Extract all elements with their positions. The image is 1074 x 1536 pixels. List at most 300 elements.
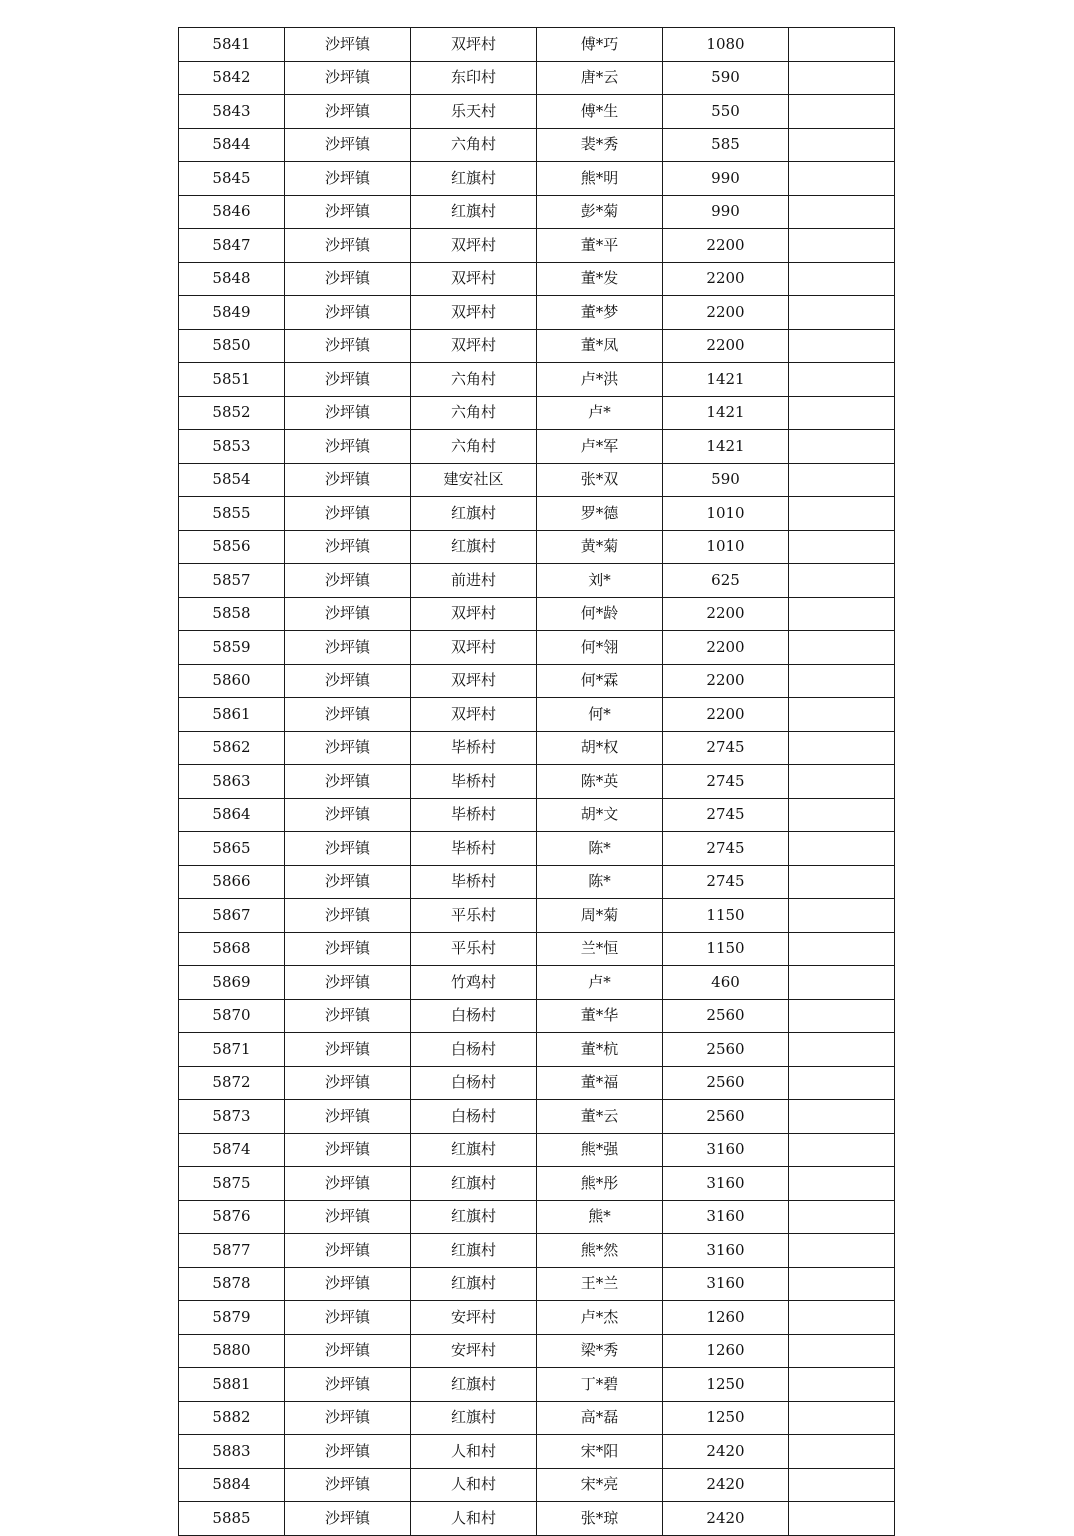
cell-id: 5866 xyxy=(179,865,285,899)
cell-amount: 2560 xyxy=(663,1033,789,1067)
cell-village: 建安社区 xyxy=(411,463,537,497)
cell-id: 5848 xyxy=(179,262,285,296)
cell-note xyxy=(789,128,895,162)
cell-name: 梁*秀 xyxy=(537,1334,663,1368)
cell-id: 5877 xyxy=(179,1234,285,1268)
cell-note xyxy=(789,899,895,933)
cell-amount: 2745 xyxy=(663,832,789,866)
cell-amount: 2200 xyxy=(663,262,789,296)
cell-village: 双坪村 xyxy=(411,229,537,263)
cell-id: 5875 xyxy=(179,1167,285,1201)
cell-town: 沙坪镇 xyxy=(285,1334,411,1368)
cell-note xyxy=(789,966,895,1000)
cell-name: 董*梦 xyxy=(537,296,663,330)
table-row xyxy=(179,1468,895,1502)
cell-note xyxy=(789,162,895,196)
cell-village: 毕桥村 xyxy=(411,731,537,765)
cell-village: 双坪村 xyxy=(411,664,537,698)
cell-town: 沙坪镇 xyxy=(285,664,411,698)
cell-village: 红旗村 xyxy=(411,1267,537,1301)
cell-amount: 550 xyxy=(663,95,789,129)
cell-town: 沙坪镇 xyxy=(285,1033,411,1067)
table-row xyxy=(179,597,895,631)
cell-name: 周*菊 xyxy=(537,899,663,933)
table-row xyxy=(179,363,895,397)
table-row xyxy=(179,966,895,1000)
cell-amount: 2745 xyxy=(663,731,789,765)
cell-id: 5871 xyxy=(179,1033,285,1067)
cell-name: 刘* xyxy=(537,564,663,598)
cell-village: 安坪村 xyxy=(411,1301,537,1335)
cell-village: 红旗村 xyxy=(411,1234,537,1268)
cell-note xyxy=(789,731,895,765)
table-row xyxy=(179,765,895,799)
cell-id: 5873 xyxy=(179,1100,285,1134)
table-row xyxy=(179,1267,895,1301)
cell-amount: 1080 xyxy=(663,28,789,62)
cell-amount: 2200 xyxy=(663,631,789,665)
cell-village: 毕桥村 xyxy=(411,832,537,866)
cell-id: 5851 xyxy=(179,363,285,397)
cell-village: 六角村 xyxy=(411,363,537,397)
cell-village: 白杨村 xyxy=(411,1033,537,1067)
cell-id: 5882 xyxy=(179,1401,285,1435)
table-row xyxy=(179,1100,895,1134)
cell-amount: 590 xyxy=(663,61,789,95)
cell-amount: 1250 xyxy=(663,1401,789,1435)
table-row xyxy=(179,128,895,162)
cell-town: 沙坪镇 xyxy=(285,61,411,95)
cell-note xyxy=(789,1301,895,1335)
cell-id: 5867 xyxy=(179,899,285,933)
table-row xyxy=(179,999,895,1033)
cell-id: 5861 xyxy=(179,698,285,732)
cell-amount: 2560 xyxy=(663,1100,789,1134)
cell-amount: 3160 xyxy=(663,1234,789,1268)
cell-note xyxy=(789,865,895,899)
cell-name: 高*磊 xyxy=(537,1401,663,1435)
cell-id: 5878 xyxy=(179,1267,285,1301)
cell-town: 沙坪镇 xyxy=(285,698,411,732)
cell-amount: 1421 xyxy=(663,363,789,397)
cell-town: 沙坪镇 xyxy=(285,1133,411,1167)
cell-village: 六角村 xyxy=(411,128,537,162)
cell-note xyxy=(789,1100,895,1134)
cell-name: 兰*恒 xyxy=(537,932,663,966)
cell-village: 红旗村 xyxy=(411,162,537,196)
cell-note xyxy=(789,1133,895,1167)
cell-village: 双坪村 xyxy=(411,329,537,363)
cell-village: 红旗村 xyxy=(411,530,537,564)
cell-id: 5864 xyxy=(179,798,285,832)
cell-name: 裴*秀 xyxy=(537,128,663,162)
cell-village: 双坪村 xyxy=(411,597,537,631)
cell-id: 5874 xyxy=(179,1133,285,1167)
cell-town: 沙坪镇 xyxy=(285,162,411,196)
cell-note xyxy=(789,61,895,95)
cell-village: 东印村 xyxy=(411,61,537,95)
cell-town: 沙坪镇 xyxy=(285,296,411,330)
cell-village: 人和村 xyxy=(411,1468,537,1502)
cell-id: 5853 xyxy=(179,430,285,464)
cell-amount: 3160 xyxy=(663,1133,789,1167)
cell-id: 5859 xyxy=(179,631,285,665)
cell-village: 竹鸡村 xyxy=(411,966,537,1000)
cell-id: 5884 xyxy=(179,1468,285,1502)
cell-amount: 2560 xyxy=(663,999,789,1033)
cell-name: 胡*权 xyxy=(537,731,663,765)
cell-town: 沙坪镇 xyxy=(285,1167,411,1201)
cell-village: 白杨村 xyxy=(411,1100,537,1134)
cell-amount: 3160 xyxy=(663,1200,789,1234)
cell-name: 彭*菊 xyxy=(537,195,663,229)
cell-amount: 2745 xyxy=(663,798,789,832)
cell-id: 5844 xyxy=(179,128,285,162)
cell-village: 红旗村 xyxy=(411,497,537,531)
cell-town: 沙坪镇 xyxy=(285,1468,411,1502)
cell-name: 唐*云 xyxy=(537,61,663,95)
cell-note xyxy=(789,430,895,464)
cell-id: 5845 xyxy=(179,162,285,196)
table-row xyxy=(179,530,895,564)
cell-amount: 3160 xyxy=(663,1167,789,1201)
cell-village: 平乐村 xyxy=(411,899,537,933)
cell-note xyxy=(789,765,895,799)
cell-name: 卢* xyxy=(537,396,663,430)
cell-village: 毕桥村 xyxy=(411,765,537,799)
cell-name: 宋*亮 xyxy=(537,1468,663,1502)
cell-id: 5858 xyxy=(179,597,285,631)
cell-amount: 990 xyxy=(663,195,789,229)
cell-name: 熊*彤 xyxy=(537,1167,663,1201)
cell-name: 傅*生 xyxy=(537,95,663,129)
table-row xyxy=(179,296,895,330)
cell-name: 何* xyxy=(537,698,663,732)
cell-note xyxy=(789,1502,895,1536)
cell-town: 沙坪镇 xyxy=(285,865,411,899)
cell-id: 5872 xyxy=(179,1066,285,1100)
table-row xyxy=(179,329,895,363)
cell-name: 熊*然 xyxy=(537,1234,663,1268)
cell-id: 5880 xyxy=(179,1334,285,1368)
cell-town: 沙坪镇 xyxy=(285,229,411,263)
cell-amount: 1010 xyxy=(663,530,789,564)
cell-village: 六角村 xyxy=(411,430,537,464)
cell-village: 白杨村 xyxy=(411,999,537,1033)
cell-id: 5870 xyxy=(179,999,285,1033)
table-row xyxy=(179,731,895,765)
table-row xyxy=(179,396,895,430)
cell-note xyxy=(789,1167,895,1201)
cell-town: 沙坪镇 xyxy=(285,28,411,62)
cell-note xyxy=(789,1368,895,1402)
table-row xyxy=(179,262,895,296)
cell-village: 人和村 xyxy=(411,1502,537,1536)
cell-amount: 2560 xyxy=(663,1066,789,1100)
cell-name: 董*福 xyxy=(537,1066,663,1100)
cell-name: 张*双 xyxy=(537,463,663,497)
cell-town: 沙坪镇 xyxy=(285,1401,411,1435)
cell-town: 沙坪镇 xyxy=(285,1301,411,1335)
cell-id: 5843 xyxy=(179,95,285,129)
cell-village: 红旗村 xyxy=(411,1167,537,1201)
cell-name: 何*翎 xyxy=(537,631,663,665)
table-row xyxy=(179,865,895,899)
cell-town: 沙坪镇 xyxy=(285,95,411,129)
cell-town: 沙坪镇 xyxy=(285,731,411,765)
cell-town: 沙坪镇 xyxy=(285,195,411,229)
cell-note xyxy=(789,463,895,497)
table-row xyxy=(179,497,895,531)
cell-id: 5863 xyxy=(179,765,285,799)
table-row xyxy=(179,932,895,966)
cell-name: 何*霖 xyxy=(537,664,663,698)
cell-amount: 1150 xyxy=(663,932,789,966)
cell-village: 双坪村 xyxy=(411,698,537,732)
cell-id: 5841 xyxy=(179,28,285,62)
cell-id: 5856 xyxy=(179,530,285,564)
cell-name: 陈* xyxy=(537,832,663,866)
cell-village: 六角村 xyxy=(411,396,537,430)
cell-amount: 2200 xyxy=(663,664,789,698)
table-row xyxy=(179,162,895,196)
cell-town: 沙坪镇 xyxy=(285,530,411,564)
cell-town: 沙坪镇 xyxy=(285,1435,411,1469)
cell-name: 胡*文 xyxy=(537,798,663,832)
cell-name: 傅*巧 xyxy=(537,28,663,62)
cell-town: 沙坪镇 xyxy=(285,966,411,1000)
cell-amount: 2745 xyxy=(663,865,789,899)
table-row xyxy=(179,1033,895,1067)
cell-note xyxy=(789,1033,895,1067)
cell-town: 沙坪镇 xyxy=(285,597,411,631)
cell-id: 5849 xyxy=(179,296,285,330)
cell-note xyxy=(789,262,895,296)
cell-town: 沙坪镇 xyxy=(285,1267,411,1301)
cell-village: 毕桥村 xyxy=(411,865,537,899)
cell-town: 沙坪镇 xyxy=(285,899,411,933)
cell-town: 沙坪镇 xyxy=(285,1502,411,1536)
cell-village: 双坪村 xyxy=(411,631,537,665)
cell-amount: 2420 xyxy=(663,1435,789,1469)
cell-id: 5869 xyxy=(179,966,285,1000)
cell-amount: 585 xyxy=(663,128,789,162)
cell-note xyxy=(789,1234,895,1268)
cell-amount: 460 xyxy=(663,966,789,1000)
cell-town: 沙坪镇 xyxy=(285,832,411,866)
cell-name: 董*凤 xyxy=(537,329,663,363)
cell-amount: 2745 xyxy=(663,765,789,799)
cell-id: 5876 xyxy=(179,1200,285,1234)
cell-name: 张*琼 xyxy=(537,1502,663,1536)
cell-note xyxy=(789,999,895,1033)
cell-note xyxy=(789,1066,895,1100)
table-row xyxy=(179,61,895,95)
cell-note xyxy=(789,664,895,698)
cell-name: 何*龄 xyxy=(537,597,663,631)
cell-id: 5846 xyxy=(179,195,285,229)
cell-amount: 2420 xyxy=(663,1502,789,1536)
cell-town: 沙坪镇 xyxy=(285,1368,411,1402)
cell-note xyxy=(789,28,895,62)
table-row xyxy=(179,1401,895,1435)
record-table xyxy=(178,27,895,1536)
cell-name: 丁*碧 xyxy=(537,1368,663,1402)
cell-name: 黄*菊 xyxy=(537,530,663,564)
cell-village: 红旗村 xyxy=(411,1401,537,1435)
cell-village: 双坪村 xyxy=(411,28,537,62)
table-row xyxy=(179,1234,895,1268)
cell-note xyxy=(789,932,895,966)
cell-town: 沙坪镇 xyxy=(285,765,411,799)
cell-note xyxy=(789,396,895,430)
cell-amount: 3160 xyxy=(663,1267,789,1301)
cell-note xyxy=(789,95,895,129)
cell-village: 红旗村 xyxy=(411,1133,537,1167)
cell-town: 沙坪镇 xyxy=(285,262,411,296)
cell-amount: 1421 xyxy=(663,430,789,464)
cell-town: 沙坪镇 xyxy=(285,329,411,363)
cell-id: 5883 xyxy=(179,1435,285,1469)
cell-id: 5855 xyxy=(179,497,285,531)
cell-name: 宋*阳 xyxy=(537,1435,663,1469)
cell-name: 卢*洪 xyxy=(537,363,663,397)
cell-town: 沙坪镇 xyxy=(285,999,411,1033)
cell-id: 5862 xyxy=(179,731,285,765)
table-row xyxy=(179,698,895,732)
cell-name: 卢* xyxy=(537,966,663,1000)
table-row xyxy=(179,28,895,62)
cell-id: 5881 xyxy=(179,1368,285,1402)
table-row xyxy=(179,430,895,464)
table-row xyxy=(179,463,895,497)
table-row xyxy=(179,1435,895,1469)
cell-amount: 2420 xyxy=(663,1468,789,1502)
cell-amount: 1010 xyxy=(663,497,789,531)
cell-amount: 2200 xyxy=(663,296,789,330)
cell-note xyxy=(789,564,895,598)
cell-name: 董*杭 xyxy=(537,1033,663,1067)
table-row xyxy=(179,1133,895,1167)
cell-village: 红旗村 xyxy=(411,1368,537,1402)
table-row xyxy=(179,1066,895,1100)
cell-village: 平乐村 xyxy=(411,932,537,966)
cell-amount: 590 xyxy=(663,463,789,497)
cell-name: 王*兰 xyxy=(537,1267,663,1301)
cell-note xyxy=(789,1267,895,1301)
cell-note xyxy=(789,1200,895,1234)
cell-name: 董*平 xyxy=(537,229,663,263)
cell-village: 双坪村 xyxy=(411,262,537,296)
cell-village: 白杨村 xyxy=(411,1066,537,1100)
cell-name: 卢*军 xyxy=(537,430,663,464)
cell-id: 5857 xyxy=(179,564,285,598)
cell-note xyxy=(789,1401,895,1435)
table-row xyxy=(179,832,895,866)
cell-note xyxy=(789,329,895,363)
cell-id: 5868 xyxy=(179,932,285,966)
cell-note xyxy=(789,1468,895,1502)
cell-id: 5847 xyxy=(179,229,285,263)
table-row xyxy=(179,1200,895,1234)
cell-note xyxy=(789,296,895,330)
cell-town: 沙坪镇 xyxy=(285,463,411,497)
cell-village: 红旗村 xyxy=(411,1200,537,1234)
cell-name: 罗*德 xyxy=(537,497,663,531)
cell-town: 沙坪镇 xyxy=(285,497,411,531)
cell-town: 沙坪镇 xyxy=(285,631,411,665)
cell-note xyxy=(789,597,895,631)
cell-name: 陈* xyxy=(537,865,663,899)
cell-amount: 1260 xyxy=(663,1334,789,1368)
cell-note xyxy=(789,631,895,665)
cell-id: 5850 xyxy=(179,329,285,363)
cell-note xyxy=(789,1435,895,1469)
cell-amount: 2200 xyxy=(663,329,789,363)
cell-name: 董*发 xyxy=(537,262,663,296)
cell-amount: 1250 xyxy=(663,1368,789,1402)
cell-note xyxy=(789,363,895,397)
table-row xyxy=(179,631,895,665)
cell-town: 沙坪镇 xyxy=(285,363,411,397)
cell-note xyxy=(789,698,895,732)
cell-amount: 2200 xyxy=(663,698,789,732)
cell-amount: 1260 xyxy=(663,1301,789,1335)
record-table-body xyxy=(179,28,895,1536)
table-row xyxy=(179,1334,895,1368)
cell-village: 红旗村 xyxy=(411,195,537,229)
cell-note xyxy=(789,229,895,263)
cell-amount: 2200 xyxy=(663,229,789,263)
cell-amount: 1421 xyxy=(663,396,789,430)
cell-note xyxy=(789,832,895,866)
cell-note xyxy=(789,798,895,832)
cell-town: 沙坪镇 xyxy=(285,1066,411,1100)
table-row xyxy=(179,899,895,933)
cell-name: 熊* xyxy=(537,1200,663,1234)
table-row xyxy=(179,229,895,263)
table-row xyxy=(179,798,895,832)
cell-note xyxy=(789,1334,895,1368)
cell-note xyxy=(789,497,895,531)
cell-amount: 625 xyxy=(663,564,789,598)
cell-name: 董*云 xyxy=(537,1100,663,1134)
table-row xyxy=(179,564,895,598)
cell-village: 安坪村 xyxy=(411,1334,537,1368)
cell-name: 卢*杰 xyxy=(537,1301,663,1335)
cell-village: 双坪村 xyxy=(411,296,537,330)
cell-village: 人和村 xyxy=(411,1435,537,1469)
cell-id: 5879 xyxy=(179,1301,285,1335)
cell-town: 沙坪镇 xyxy=(285,1200,411,1234)
cell-name: 熊*强 xyxy=(537,1133,663,1167)
cell-id: 5842 xyxy=(179,61,285,95)
table-row xyxy=(179,1167,895,1201)
cell-village: 乐天村 xyxy=(411,95,537,129)
cell-id: 5860 xyxy=(179,664,285,698)
cell-town: 沙坪镇 xyxy=(285,798,411,832)
cell-village: 前进村 xyxy=(411,564,537,598)
cell-amount: 1150 xyxy=(663,899,789,933)
cell-town: 沙坪镇 xyxy=(285,1234,411,1268)
cell-note xyxy=(789,530,895,564)
cell-village: 毕桥村 xyxy=(411,798,537,832)
cell-id: 5885 xyxy=(179,1502,285,1536)
cell-id: 5854 xyxy=(179,463,285,497)
cell-town: 沙坪镇 xyxy=(285,430,411,464)
table-row xyxy=(179,195,895,229)
table-row xyxy=(179,1502,895,1536)
